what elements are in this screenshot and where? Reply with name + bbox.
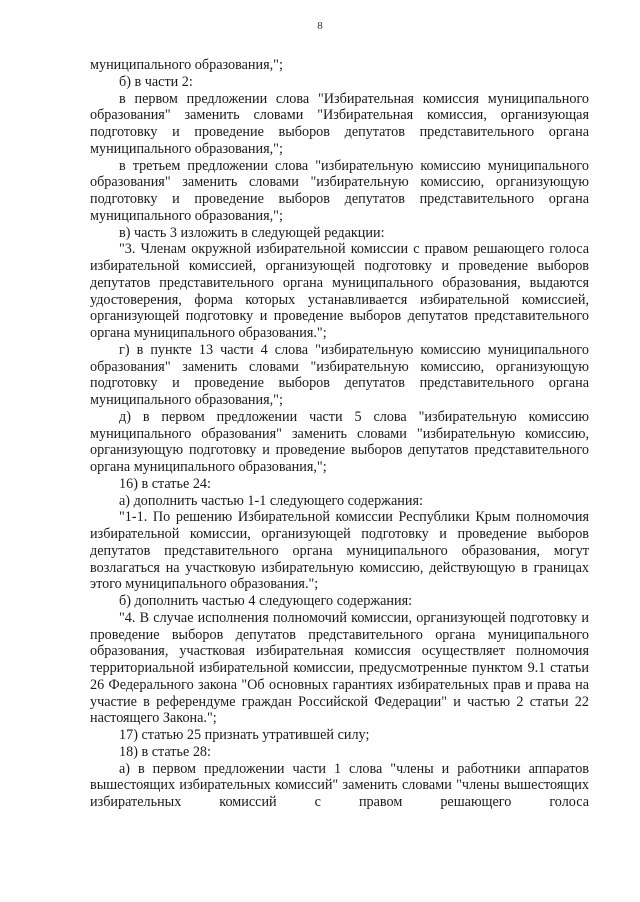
- paragraph: б) в части 2:: [119, 73, 193, 90]
- paragraph: "4. В случае исполнения полномочий комиссии, организующей подготовку и проведение выборов депутатов представительного органа муниципального образования, участковая избирательная комиссия осуществляет полномочия территориальной избирательной комиссии, предусмотренные пунктом 9.1 статьи 26 Федерального закона "Об основных гарантиях избирательных прав и права на участие в референдуме граждан Российской Федерации" и частью 2 статьи 22 настоящего Закона.";: [90, 609, 589, 727]
- paragraph: в) часть 3 изложить в следующей редакции:: [119, 224, 385, 241]
- paragraph: 17) статью 25 признать утратившей силу;: [119, 727, 370, 743]
- paragraph: "3. Членам окружной избирательной комиссии с правом решающего голоса избирательной комиссией, организующей подготовку и проведение выборов депутатов представительного органа муниципального образования, выдаются удостоверения, форма которых устанавливается избирательной комиссией, организующей подготовку и проведение выборов депутатов представительного органа муниципального образования.";: [90, 241, 589, 341]
- document-body: [90, 57, 589, 811]
- paragraph: 16) в статье 24:: [119, 475, 211, 492]
- page-number: 8: [317, 20, 323, 32]
- paragraph: а) в первом предложении части 1 слова "члены и работники аппаратов вышестоящих избирательных комиссий" заменить словами "члены вышестоящих избирательных комиссий с правом решающего голоса: [90, 760, 589, 810]
- paragraph: б) дополнить частью 4 следующего содержания:: [119, 593, 413, 609]
- paragraph: в первом предложении слова "Избирательная комиссия муниципального образования" заменить словами "Избирательная комиссия, организующая подготовку и проведение выборов депутатов представительного органа муниципального образования,";: [90, 90, 589, 157]
- paragraph: 18) в статье 28:: [119, 743, 211, 760]
- paragraph: д) в первом предложении части 5 слова "избирательную комиссию муниципального образования" заменить словами "избирательную комиссию, организующую подготовку и проведение выборов депутатов представительного органа муниципального образования,";: [90, 408, 589, 475]
- paragraph: в третьем предложении слова "избирательную комиссию муниципального образования" заменить словами "избирательную комиссию, организующую подготовку и проведение выборов депутатов представительного органа муниципального образования,";: [90, 157, 589, 224]
- paragraph: г) в пункте 13 части 4 слова "избирательную комиссию муниципального образования" заменить словами "избирательную комиссию, организующую подготовку и проведение выборов депутатов представительного органа муниципального образования,";: [90, 341, 589, 408]
- paragraph: "1-1. По решению Избирательной комиссии Республики Крым полномочия избирательной комиссии, организующей подготовку и проведение выборов депутатов представительного органа муниципального образования, могут возлагаться на участковую избирательную комиссию, действующую в границах этого муниципального образования.";: [90, 509, 589, 593]
- paragraph: а) дополнить частью 1-1 следующего содержания:: [119, 492, 423, 509]
- paragraph: муниципального образования,";: [90, 57, 283, 73]
